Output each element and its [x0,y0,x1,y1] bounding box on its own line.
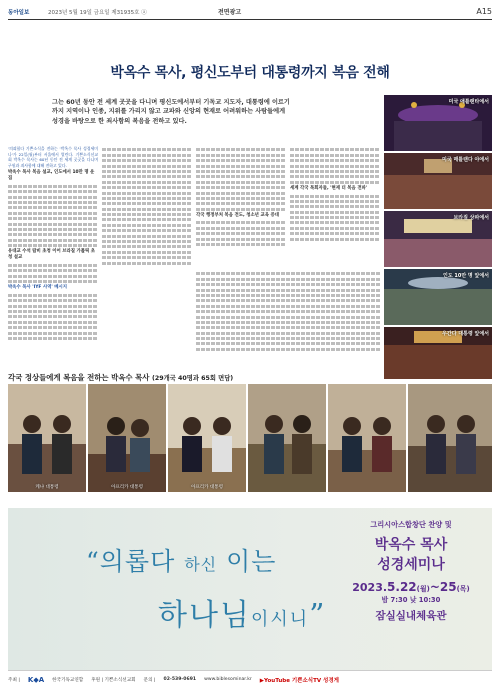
photo-caption: 아프리카 대통령 [111,485,143,490]
subheading: 박옥수 목사 복음 설교, 인도에서 10만 명 운집 [8,170,95,182]
newspaper-header [8,4,492,20]
leader-photo [8,384,86,492]
section-title-sub: (29개국 40명과 65회 면담) [151,375,234,382]
ad-title-line-2: 성경세미나 [377,557,445,573]
kea-logo: K◆A [27,675,45,684]
lead-paragraph: 그는 60년 동안 전 세계 곳곳을 다니며 평신도에서부터 기독교 지도자, 대통령에 이르기까지 지역이나 인종, 지위를 가리지 않고 교파와 신앙의 현재로 어려워하는 사람들에게 성경을 바탕으로 한 죄사함의 복음을 전하고 있다. [52,99,290,125]
page-number: A15 [476,7,492,16]
article-column-4 [290,146,380,266]
leader-photo [408,384,492,492]
section-title-main: 각국 정상들에게 복음을 전하는 박옥수 목사 [8,373,150,382]
leader-photo [248,384,326,492]
paper-name: 동아일보 [8,9,30,16]
subheading: 유대교 수석 랍비 초청 이어 브라질 가톨릭 초청 설교 [8,249,96,261]
article-columns [8,146,384,368]
photo-caption: 우간다 대통령 앞에서 [442,331,489,337]
ad-organizer: 그리시아스합창단 찬양 및 [370,520,452,529]
photo-caption: 미국 매틀랜다 야에서 [442,157,489,163]
host-name: 한국기독교연합 [52,677,84,683]
photo-caption: 미국 애틀랜타에서 [448,99,489,105]
issue-date: 2023년 5월 19일 금요일 제31935호 ⓐ [48,9,147,16]
article-column-1 [8,146,98,368]
ad-title-line-1: 박옥수 목사 [374,537,448,553]
event-photo [384,327,492,379]
ad-quote-line-1: “의롭다 하신 이는 [86,547,277,576]
page-headline: 박옥수 목사, 평신도부터 대통령까지 복음 전해 [110,65,390,81]
seminar-advertisement [8,508,492,670]
photo-caption: 인도 10만 명 앞에서 [443,273,489,279]
event-photo [384,269,492,325]
ad-venue: 잠실실내체육관 [375,610,447,622]
ad-date: 2023.5.22(월)~25(목) [352,580,470,594]
article-column-5 [196,270,380,368]
subheading: 세계 각국 목회자들, '현재 더 복음 전파' [290,186,368,192]
subheading: 박옥수 목사 'IYF 사역' 메시지 [8,285,68,291]
ad-footer [8,670,492,688]
sponsor: 후원 | 기쁜소식선교회 [91,677,136,683]
ad-quote-line-2: 하나님이시니” [158,598,327,633]
youtube-channel[interactable]: ▶YouTube 기쁜소식TV 성경게 [259,677,339,684]
leader-photo [88,384,166,492]
photo-caption: 브라질 상파에서 [453,215,489,221]
article-column-3 [196,146,286,266]
event-photo-column [384,95,492,379]
contact-label: 문의 | [143,677,156,683]
subheading: 각국 행정부처 복음 전도, 청소년 교육 증대 [196,213,279,219]
leader-photo [168,384,246,492]
host-label: 주최 | [8,677,20,683]
leader-photo [328,384,406,492]
event-photo [384,95,492,151]
website-link[interactable]: www.biblesominar.kr [204,677,252,682]
photo-caption: 아프리카 대통령 [191,485,223,490]
contact-phone: 02-539-0691 [163,677,197,682]
event-photo [384,153,492,209]
ad-time: 밤 7:30 낮 10:30 [381,596,441,604]
article-column-2 [102,146,192,368]
photo-caption: 케냐 대통령 [35,485,59,490]
ad-event-info [336,520,486,623]
section-label: 전면광고 [218,9,242,16]
event-photo [384,211,492,267]
leaders-photo-row [8,384,492,494]
section-title [8,372,388,383]
intro-text: '의뢰합다 기쁜소식을 전하는 '박옥수 목사 성경세미나'가 22일(월)부터 서울에서 열린다. 기쁜소식선교회 박옥수 목사는 60년 동안 전 세계 곳곳을 다니며 구원과 죄사함에 대해 전하고 있다. [8,146,98,168]
